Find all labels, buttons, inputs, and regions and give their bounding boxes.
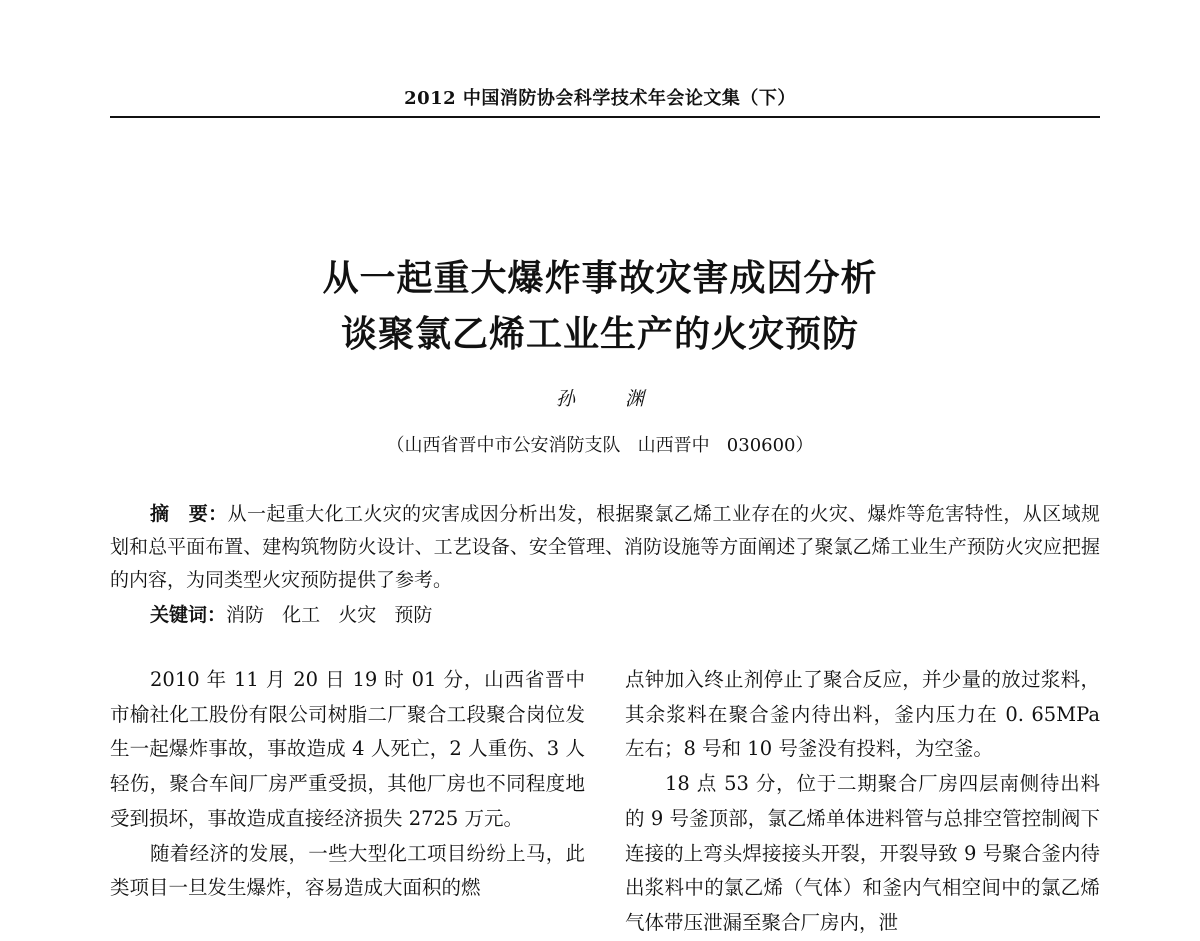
running-header: 2012 中国消防协会科学技术年会论文集（下）	[404, 88, 796, 109]
keywords-text: 消防 化工 火灾 预防	[226, 604, 433, 626]
header-rule	[110, 116, 1100, 118]
keywords	[150, 600, 432, 627]
article-title-line-1: 从一起重大爆炸事故灾害成因分析	[322, 257, 878, 299]
body-paragraph: 2010 年 11 月 20 日 19 时 01 分，山西省晋中市榆社化工股份有限公司树脂二厂聚合工段聚合岗位发生一起爆炸事故，事故造成 4 人死亡，2 人重伤、3 人轻伤，聚合车间厂房严重受损，其他厂房也不同程度地受到损坏，事故造成直接经济损失 2725 万元。	[110, 668, 585, 830]
article-title-line-2: 谈聚氯乙烯工业生产的火灾预防	[340, 313, 859, 355]
body-right-column	[625, 663, 1100, 941]
keywords-label: 关键词：	[150, 604, 227, 626]
body-paragraph-continued: 点钟加入终止剂停止了聚合反应，并少量的放过浆料，其余浆料在聚合釜内待出料，釜内压力在 0. 65MPa 左右；8 号和 10 号釜没有投料，为空釜。	[625, 668, 1100, 761]
abstract	[110, 498, 1100, 597]
author-affiliation: （山西省晋中市公安消防支队 山西晋中 030600）	[386, 435, 814, 456]
abstract-label: 摘 要：	[150, 503, 228, 525]
author-name: 孙 渊	[555, 388, 667, 410]
abstract-text: 从一起重大化工火灾的灾害成因分析出发，根据聚氯乙烯工业存在的火灾、爆炸等危害特性，从区域规划和总平面布置、建构筑物防火设计、工艺设备、安全管理、消防设施等方面阐述了聚氯乙烯工业生产预防火灾应把握的内容，为同类型火灾预防提供了参考。	[110, 503, 1100, 591]
body-left-column	[110, 663, 585, 906]
body-paragraph: 18 点 53 分，位于二期聚合厂房四层南侧待出料的 9 号釜顶部，氯乙烯单体进料管与总排空管控制阀下连接的上弯头焊接接头开裂，开裂导致 9 号聚合釜内待出浆料中的氯乙烯（气体）和釜内气相空间中的氯乙烯气体带压泄漏至聚合厂房内，泄	[625, 772, 1100, 934]
body-paragraph: 随着经济的发展，一些大型化工项目纷纷上马，此类项目一旦发生爆炸，容易造成大面积的燃	[110, 841, 585, 900]
